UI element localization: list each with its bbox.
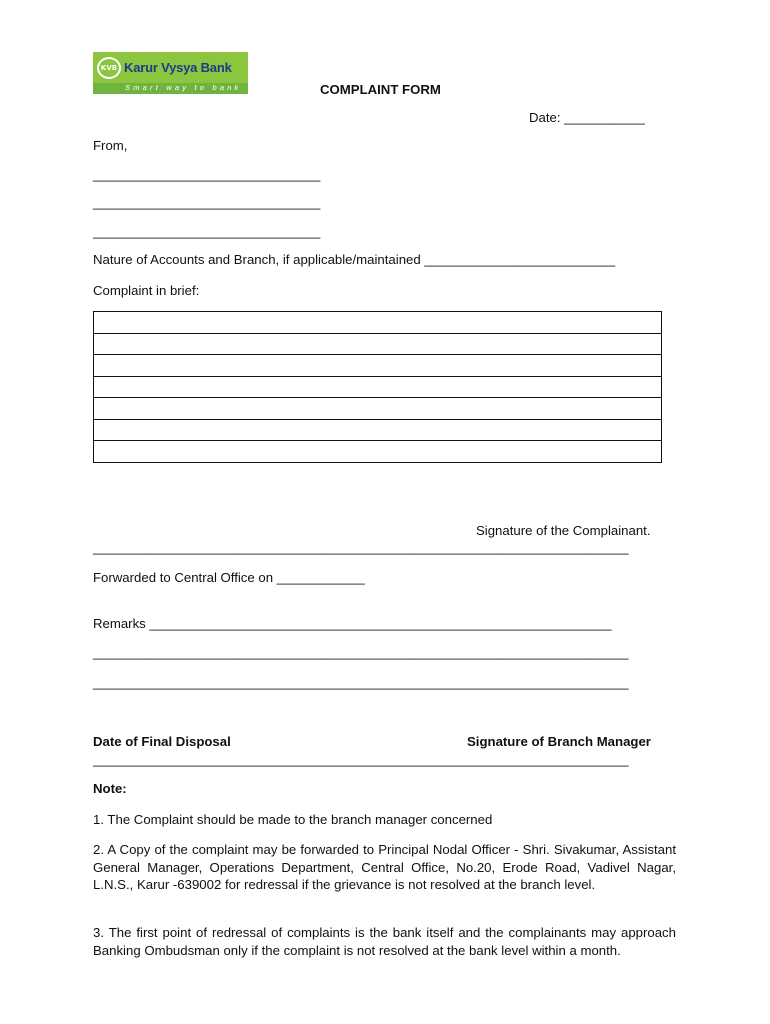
- note-item-2: 2. A Copy of the complaint may be forwarded to Principal Nodal Officer - Shri. Sivakumar, Assistant General Manager, Operations Department, Central Office, No.20, Erode Road, Vadivel Nagar, L.N.S., Karur -639002 for redressal if the grievance is not resolved at the branch level.: [93, 842, 676, 892]
- complaint-row[interactable]: [94, 355, 661, 377]
- complaint-label: Complaint in brief:: [93, 283, 200, 298]
- divider-line-1: _________________________________________________________________________: [93, 540, 629, 555]
- note-item-3: 3. The first point of redressal of complaints is the bank itself and the complainants may approach Banking Ombudsman only if the complaint is not resolved at the bank level within a month.: [93, 925, 676, 958]
- note-item-1: 1. The Complaint should be made to the branch manager concerned: [93, 812, 493, 827]
- note-heading: Note:: [93, 781, 127, 796]
- logo-tagline: Smart way to bank: [125, 83, 242, 92]
- remarks-line-3[interactable]: _________________________________________________________________________: [93, 675, 629, 690]
- complaint-row[interactable]: [94, 334, 661, 356]
- address-line-2[interactable]: _______________________________: [93, 195, 321, 210]
- manager-signature-label: Signature of Branch Manager: [467, 734, 651, 749]
- complaint-row[interactable]: [94, 312, 661, 334]
- complaint-row[interactable]: [94, 377, 661, 399]
- kvb-badge-icon: KVB: [97, 57, 121, 79]
- date-field[interactable]: Date: ___________: [529, 110, 645, 125]
- complaint-row[interactable]: [94, 398, 661, 420]
- address-line-1[interactable]: _______________________________: [93, 167, 321, 182]
- forwarded-field[interactable]: Forwarded to Central Office on ____________: [93, 570, 365, 585]
- remarks-field[interactable]: Remarks _______________________________________________________________: [93, 616, 612, 631]
- complaint-box[interactable]: [93, 311, 662, 463]
- divider-line-2: _________________________________________________________________________: [93, 752, 629, 767]
- bank-logo: [93, 52, 248, 94]
- complaint-row[interactable]: [94, 441, 661, 463]
- complaint-row[interactable]: [94, 420, 661, 442]
- final-disposal-label: Date of Final Disposal: [93, 734, 231, 749]
- address-line-3[interactable]: _______________________________: [93, 224, 321, 239]
- complainant-signature-label: Signature of the Complainant.: [476, 523, 651, 538]
- remarks-line-2[interactable]: _________________________________________________________________________: [93, 645, 629, 660]
- from-label: From,: [93, 138, 128, 153]
- form-title: COMPLAINT FORM: [320, 82, 441, 97]
- nature-of-accounts-field[interactable]: Nature of Accounts and Branch, if applicable/maintained __________________________: [93, 252, 616, 267]
- logo-bank-name: Karur Vysya Bank: [124, 60, 232, 75]
